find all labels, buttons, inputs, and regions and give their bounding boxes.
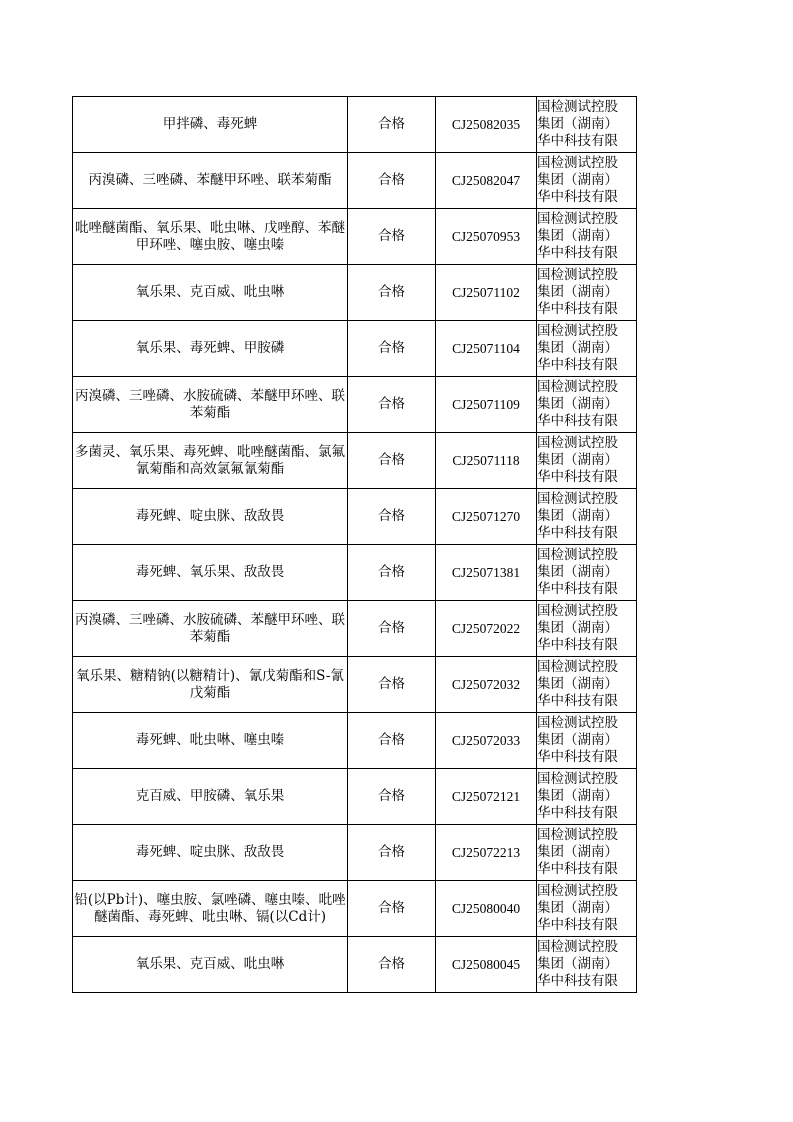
- testing-agency-cell: 国检测试控股 集团（湖南） 华中科技有限: [537, 825, 637, 881]
- test-items-cell: 铅(以Pb计)、噻虫胺、氯唑磷、噻虫嗪、吡唑醚菌酯、毒死蜱、吡虫啉、镉(以Cd计): [73, 881, 348, 937]
- table-row: [73, 265, 637, 321]
- result-cell: 合格: [348, 825, 436, 881]
- result-cell: 合格: [348, 937, 436, 993]
- report-number-cell: CJ25070953: [436, 209, 537, 265]
- result-cell: 合格: [348, 433, 436, 489]
- table-row: [73, 601, 637, 657]
- testing-agency-cell: 国检测试控股 集团（湖南） 华中科技有限: [537, 937, 637, 993]
- table-body: [73, 97, 637, 993]
- report-number-cell: CJ25071381: [436, 545, 537, 601]
- test-items-cell: 氧乐果、克百威、吡虫啉: [73, 937, 348, 993]
- test-items-cell: 多菌灵、氧乐果、毒死蜱、吡唑醚菌酯、氯氟氰菊酯和高效氯氟氰菊酯: [73, 433, 348, 489]
- testing-agency-cell: 国检测试控股 集团（湖南） 华中科技有限: [537, 657, 637, 713]
- table-row: [73, 97, 637, 153]
- table-row: [73, 489, 637, 545]
- testing-agency-cell: 国检测试控股 集团（湖南） 华中科技有限: [537, 321, 637, 377]
- test-items-cell: 丙溴磷、三唑磷、苯醚甲环唑、联苯菊酯: [73, 153, 348, 209]
- testing-agency-cell: 国检测试控股 集团（湖南） 华中科技有限: [537, 97, 637, 153]
- result-cell: 合格: [348, 153, 436, 209]
- table-row: [73, 657, 637, 713]
- result-cell: 合格: [348, 377, 436, 433]
- test-items-cell: 氧乐果、糖精钠(以糖精计)、氰戊菊酯和S-氰戊菊酯: [73, 657, 348, 713]
- report-number-cell: CJ25080045: [436, 937, 537, 993]
- result-cell: 合格: [348, 601, 436, 657]
- report-number-cell: CJ25071109: [436, 377, 537, 433]
- table-row: [73, 153, 637, 209]
- table-row: [73, 769, 637, 825]
- result-cell: 合格: [348, 209, 436, 265]
- test-items-cell: 氧乐果、毒死蜱、甲胺磷: [73, 321, 348, 377]
- result-cell: 合格: [348, 881, 436, 937]
- result-cell: 合格: [348, 769, 436, 825]
- report-number-cell: CJ25072022: [436, 601, 537, 657]
- table-row: [73, 937, 637, 993]
- report-number-cell: CJ25071118: [436, 433, 537, 489]
- test-items-cell: 毒死蜱、啶虫脒、敌敌畏: [73, 489, 348, 545]
- testing-agency-cell: 国检测试控股 集团（湖南） 华中科技有限: [537, 489, 637, 545]
- test-items-cell: 吡唑醚菌酯、氧乐果、吡虫啉、戊唑醇、苯醚甲环唑、噻虫胺、噻虫嗪: [73, 209, 348, 265]
- test-items-cell: 毒死蜱、氧乐果、敌敌畏: [73, 545, 348, 601]
- report-number-cell: CJ25082035: [436, 97, 537, 153]
- table-row: [73, 825, 637, 881]
- table-row: [73, 881, 637, 937]
- result-cell: 合格: [348, 713, 436, 769]
- report-number-cell: CJ25072033: [436, 713, 537, 769]
- table-row: [73, 713, 637, 769]
- test-items-cell: 氧乐果、克百威、吡虫啉: [73, 265, 348, 321]
- test-items-cell: 丙溴磷、三唑磷、水胺硫磷、苯醚甲环唑、联苯菊酯: [73, 377, 348, 433]
- report-number-cell: CJ25071102: [436, 265, 537, 321]
- result-cell: 合格: [348, 545, 436, 601]
- test-items-cell: 甲拌磷、毒死蜱: [73, 97, 348, 153]
- table-row: [73, 377, 637, 433]
- result-cell: 合格: [348, 97, 436, 153]
- testing-agency-cell: 国检测试控股 集团（湖南） 华中科技有限: [537, 545, 637, 601]
- inspection-results-table: [72, 96, 637, 993]
- report-number-cell: CJ25072032: [436, 657, 537, 713]
- testing-agency-cell: 国检测试控股 集团（湖南） 华中科技有限: [537, 713, 637, 769]
- testing-agency-cell: 国检测试控股 集团（湖南） 华中科技有限: [537, 881, 637, 937]
- report-number-cell: CJ25071104: [436, 321, 537, 377]
- testing-agency-cell: 国检测试控股 集团（湖南） 华中科技有限: [537, 377, 637, 433]
- result-cell: 合格: [348, 321, 436, 377]
- test-items-cell: 毒死蜱、吡虫啉、噻虫嗪: [73, 713, 348, 769]
- testing-agency-cell: 国检测试控股 集团（湖南） 华中科技有限: [537, 209, 637, 265]
- testing-agency-cell: 国检测试控股 集团（湖南） 华中科技有限: [537, 769, 637, 825]
- testing-agency-cell: 国检测试控股 集团（湖南） 华中科技有限: [537, 601, 637, 657]
- test-items-cell: 丙溴磷、三唑磷、水胺硫磷、苯醚甲环唑、联苯菊酯: [73, 601, 348, 657]
- test-items-cell: 毒死蜱、啶虫脒、敌敌畏: [73, 825, 348, 881]
- report-number-cell: CJ25080040: [436, 881, 537, 937]
- report-number-cell: CJ25082047: [436, 153, 537, 209]
- testing-agency-cell: 国检测试控股 集团（湖南） 华中科技有限: [537, 153, 637, 209]
- report-number-cell: CJ25072213: [436, 825, 537, 881]
- table-row: [73, 545, 637, 601]
- result-cell: 合格: [348, 265, 436, 321]
- testing-agency-cell: 国检测试控股 集团（湖南） 华中科技有限: [537, 265, 637, 321]
- table-row: [73, 209, 637, 265]
- report-number-cell: CJ25071270: [436, 489, 537, 545]
- result-cell: 合格: [348, 657, 436, 713]
- table-row: [73, 433, 637, 489]
- test-items-cell: 克百威、甲胺磷、氧乐果: [73, 769, 348, 825]
- report-number-cell: CJ25072121: [436, 769, 537, 825]
- result-cell: 合格: [348, 489, 436, 545]
- table-row: [73, 321, 637, 377]
- testing-agency-cell: 国检测试控股 集团（湖南） 华中科技有限: [537, 433, 637, 489]
